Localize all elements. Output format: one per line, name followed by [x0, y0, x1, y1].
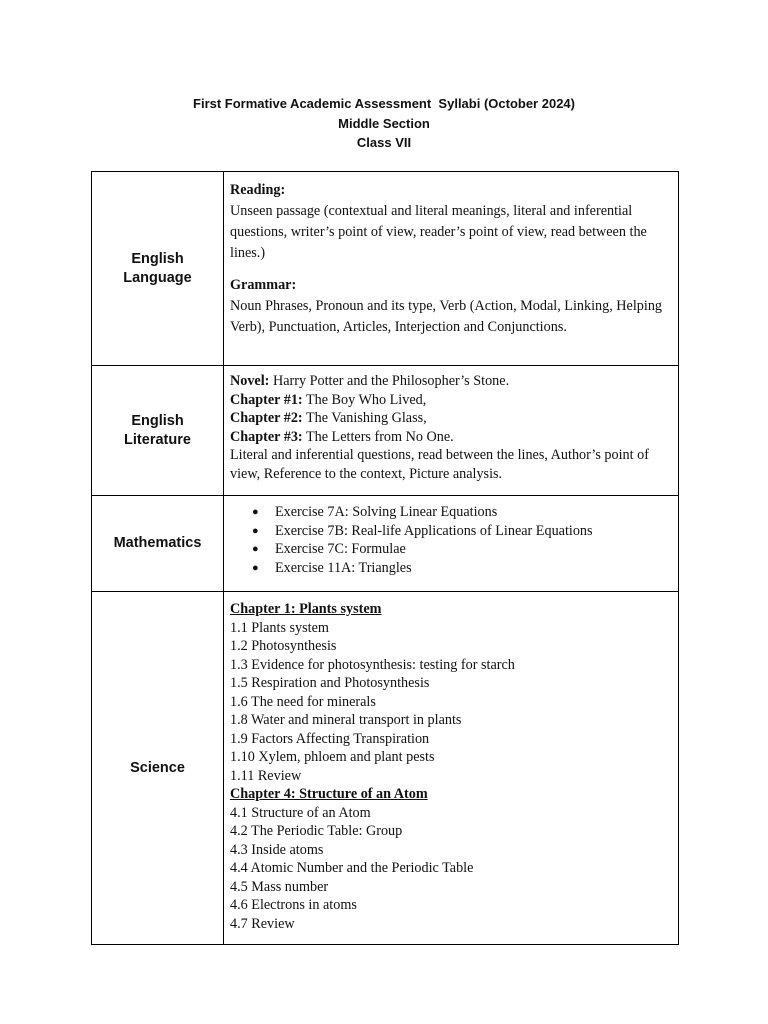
list-item: ● Exercise 11A: Triangles: [252, 559, 412, 576]
grammar-text: Noun Phrases, Pronoun and its type, Verb (Action, Modal, Linking, Helping Verb), Punctuation, Articles, Interjection and Conjunctions.: [230, 298, 663, 335]
list-item: 1.2 Photosynthesis: [230, 638, 337, 654]
reading-heading: Reading:: [230, 182, 286, 198]
list-item: 1.5 Respiration and Photosynthesis: [230, 675, 430, 691]
chapter-line: Chapter #3: The Letters from No One.: [230, 428, 454, 445]
subject-mathematics: Mathematics: [92, 496, 224, 592]
chapter-line: Chapter #2: The Vanishing Glass,: [230, 410, 427, 426]
document-title: First Formative Academic Assessment Syllabi (October 2024): [193, 96, 575, 111]
literature-skills: Literal and inferential questions, read between the lines, Author’s point of view, Reference to the context, Picture analysis.: [230, 447, 649, 482]
bullet-icon: ●: [252, 561, 259, 574]
bullet-icon: ●: [252, 543, 259, 555]
subject-english-language: English Language: [92, 172, 224, 366]
list-item: 4.5 Mass number: [230, 878, 329, 895]
novel-line: Novel: Harry Potter and the Philosopher’s Stone.: [230, 373, 510, 389]
list-item: 4.6 Electrons in atoms: [230, 897, 357, 913]
list-item: 4.2 The Periodic Table: Group: [230, 823, 403, 839]
reading-text: Unseen passage (contextual and literal meanings, literal and inferential questions, writer’s point of view, reader’s point of view, read between the lines.): [230, 203, 647, 261]
list-item: ● Exercise 7B: Real-life Applications of Linear Equations: [252, 522, 593, 539]
class-name: Class VII: [356, 135, 412, 150]
section-name: Middle Section: [338, 115, 430, 131]
table-row: [92, 592, 679, 945]
document-header: [0, 94, 768, 153]
list-item: 1.3 Evidence for photosynthesis: testing for starch: [230, 656, 515, 673]
syllabus-table: [91, 171, 679, 945]
exercise-list: [230, 503, 672, 577]
list-item: 1.11 Review: [230, 767, 302, 784]
table-row: [92, 496, 679, 592]
table-row: [92, 172, 679, 366]
chapter-heading: Chapter 4: Structure of an Atom: [230, 786, 428, 802]
subject-science: Science: [92, 592, 224, 945]
list-item: 1.10 Xylem, phloem and plant pests: [230, 749, 435, 765]
list-item: 1.8 Water and mineral transport in plants: [230, 712, 462, 728]
english-literature-content: [224, 366, 679, 496]
list-item: 4.7 Review: [230, 915, 295, 932]
list-item: 4.1 Structure of an Atom: [230, 804, 371, 821]
bullet-icon: ●: [252, 506, 259, 518]
list-item: 1.6 The need for minerals: [230, 693, 376, 710]
list-item: ● Exercise 7A: Solving Linear Equations: [252, 504, 498, 520]
list-item: 1.1 Plants system: [230, 619, 329, 636]
list-item: 1.9 Factors Affecting Transpiration: [230, 730, 430, 747]
list-item: 4.4 Atomic Number and the Periodic Table: [230, 860, 474, 876]
subject-english-literature: English Literature: [92, 366, 224, 496]
mathematics-content: [224, 496, 679, 592]
science-content: [224, 592, 679, 945]
grammar-heading: Grammar:: [230, 277, 297, 293]
chapter-line: Chapter #1: The Boy Who Lived,: [230, 391, 427, 408]
list-item: ● Exercise 7C: Formulae: [252, 541, 406, 557]
list-item: 4.3 Inside atoms: [230, 841, 324, 858]
english-language-content: [224, 172, 679, 366]
bullet-icon: ●: [252, 524, 259, 537]
table-row: [92, 366, 679, 496]
chapter-heading: Chapter 1: Plants system: [230, 601, 382, 617]
